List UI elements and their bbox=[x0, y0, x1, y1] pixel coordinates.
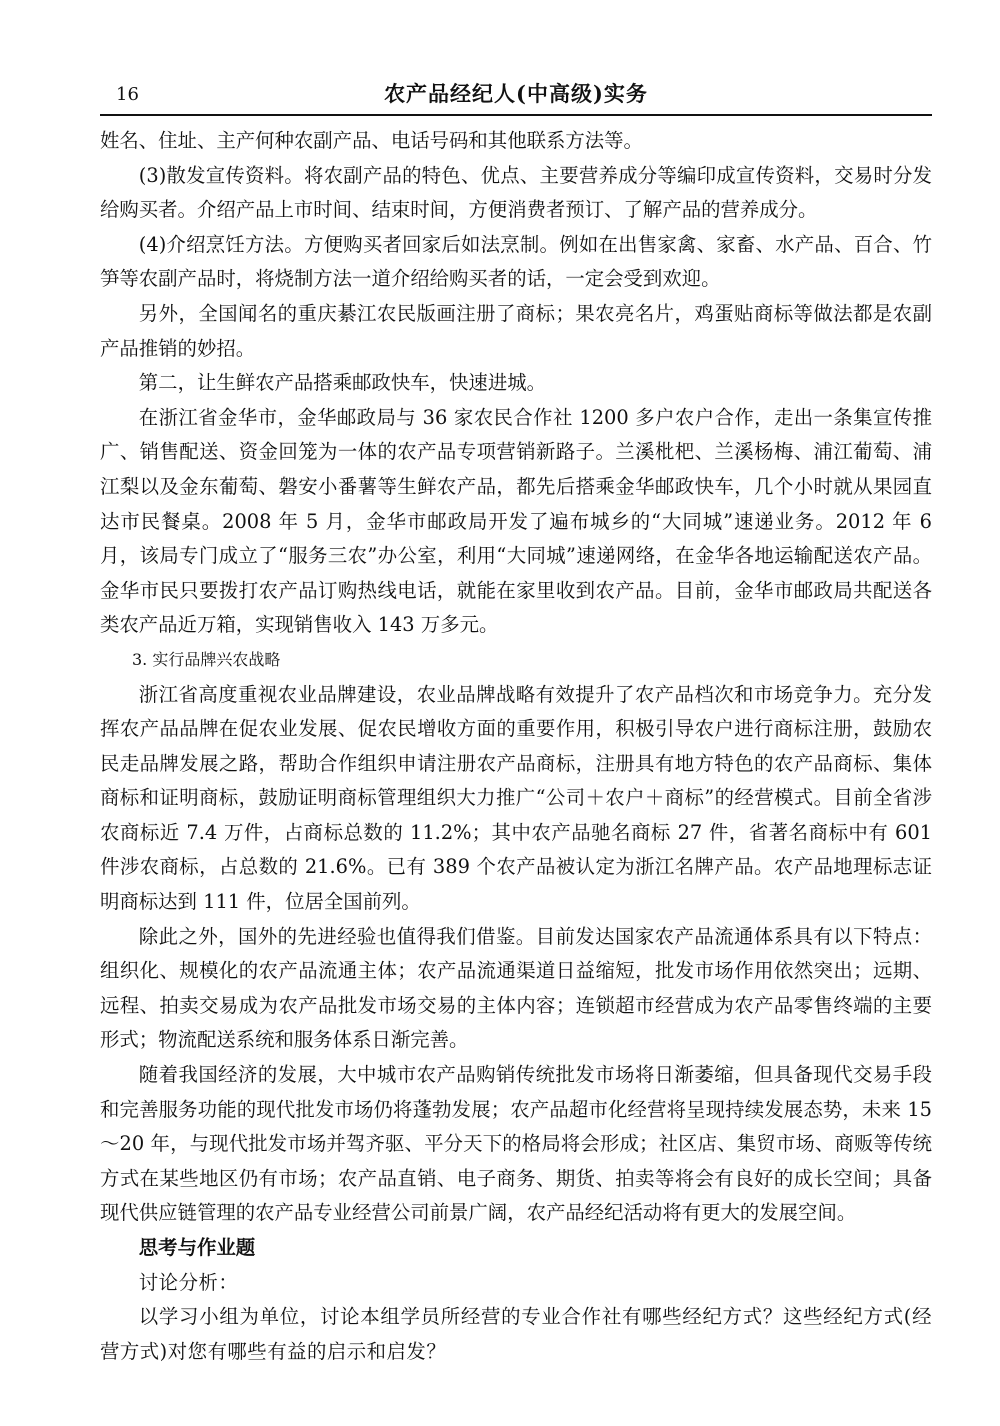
exercise-heading: 思考与作业题 bbox=[138, 1236, 256, 1259]
discussion-question: 以学习小组为单位，讨论本组学员所经营的专业合作社有哪些经纪方式？这些经纪方式(经营方式)对您有哪些有益的启示和启发？ bbox=[100, 1305, 932, 1363]
paragraph-postal-title: 第二，让生鲜农产品搭乘邮政快车，快速进城。 bbox=[138, 371, 546, 395]
paragraph-cooking: (4)介绍烹饪方法。方便购买者回家后如法烹制。例如在出售家禽、家畜、水产品、百合、竹笋等农副产品时，将烧制方法一道介绍给购买者的话，一定会受到欢迎。 bbox=[100, 232, 932, 291]
paragraph-trademark-examples: 另外，全国闻名的重庆綦江农民版画注册了商标；果农亮名片，鸡蛋贴商标等做法都是农副产品推销的妙招。 bbox=[100, 301, 932, 360]
page-number: 16 bbox=[116, 84, 139, 105]
paragraph-foreign-experience: 除此之外，国外的先进经验也值得我们借鉴。目前发达国家农产品流通体系具有以下特点：组织化、规模化的农产品流通主体；农产品流通渠道日益缩短，批发市场作用依然突出；远期、远程、拍卖交易成为农产品批发市场交易的主体内容；连锁超市经营成为农产品零售终端的主要形式；物流配送系统和服务体系日渐完善。 bbox=[100, 924, 932, 1052]
running-title: 农产品经纪人(中高级)实务 bbox=[384, 81, 648, 106]
paragraph-future-trends: 随着我国经济的发展，大中城市农产品购销传统批发市场将日渐萎缩，但具备现代交易手段和完善服务功能的现代批发市场仍将蓬勃发展；农产品超市化经营将呈现持续发展态势，未来 15～20 年，与现代批发市场并驾齐驱、平分天下的格局将会形成；社区店、集贸市场、商贩等传统方式在某些地区仍有市场；农产品直销、电子商务、期货、拍卖等将会有良好的成长空间；具备现代供应链管理的农产品专业经营公司前景广阔，农产品经纪活动将有更大的发展空间。 bbox=[100, 1063, 932, 1225]
discussion-label: 讨论分析： bbox=[138, 1270, 239, 1294]
paragraph-zhejiang-brand: 浙江省高度重视农业品牌建设，农业品牌战略有效提升了农产品档次和市场竞争力。充分发挥农产品品牌在促农业发展、促农民增收方面的重要作用，积极引导农户进行商标注册，鼓励农民走品牌发展之路，帮助合作组织申请注册农产品商标，注册具有地方特色的农产品商标、集体商标和证明商标，鼓励证明商标管理组织大力推广“公司＋农户＋商标”的经营模式。目前全省涉农商标近 7.4 万件，占商标总数的 11.2%；其中农产品驰名商标 27 件，省著名商标中有 601 件涉农商标，占总数的 21.6%。已有 389 个农产品被认定为浙江名牌产品。农产品地理标志证明商标达到 111 件，位居全国前列。 bbox=[100, 682, 932, 914]
section-heading-brand-strategy: 3. 实行品牌兴农战略 bbox=[132, 649, 281, 669]
page-header bbox=[100, 74, 932, 116]
body-text bbox=[100, 124, 932, 1369]
paragraph-leaflets: (3)散发宣传资料。将农副产品的特色、优点、主要营养成分等编印成宣传资料，交易时分发给购买者。介绍产品上市时间、结束时间，方便消费者预订、了解产品的营养成分。 bbox=[100, 163, 932, 222]
paragraph-jinhua-postal: 在浙江省金华市，金华邮政局与 36 家农民合作社 1200 多户农户合作，走出一条集宣传推广、销售配送、资金回笼为一体的农产品专项营销新路子。兰溪枇杷、兰溪杨梅、浦江葡萄、浦江梨以及金东葡萄、磐安小番薯等生鲜农产品，都先后搭乘金华邮政快车，几个小时就从果园直达市民餐桌。2008 年 5 月，金华市邮政局开发了遍布城乡的“大同城”速递业务。2012 年 6 月，该局专门成立了“服务三农”办公室，利用“大同城”速递网络，在金华各地运输配送农产品。金华市民只要拨打农产品订购热线电话，就能在家里收到农产品。目前，金华市邮政局共配送各类农产品近万箱，实现销售收入 143 万多元。 bbox=[100, 405, 932, 637]
paragraph-continuation: 姓名、住址、主产何种农副产品、电话号码和其他联系方法等。 bbox=[100, 129, 643, 152]
